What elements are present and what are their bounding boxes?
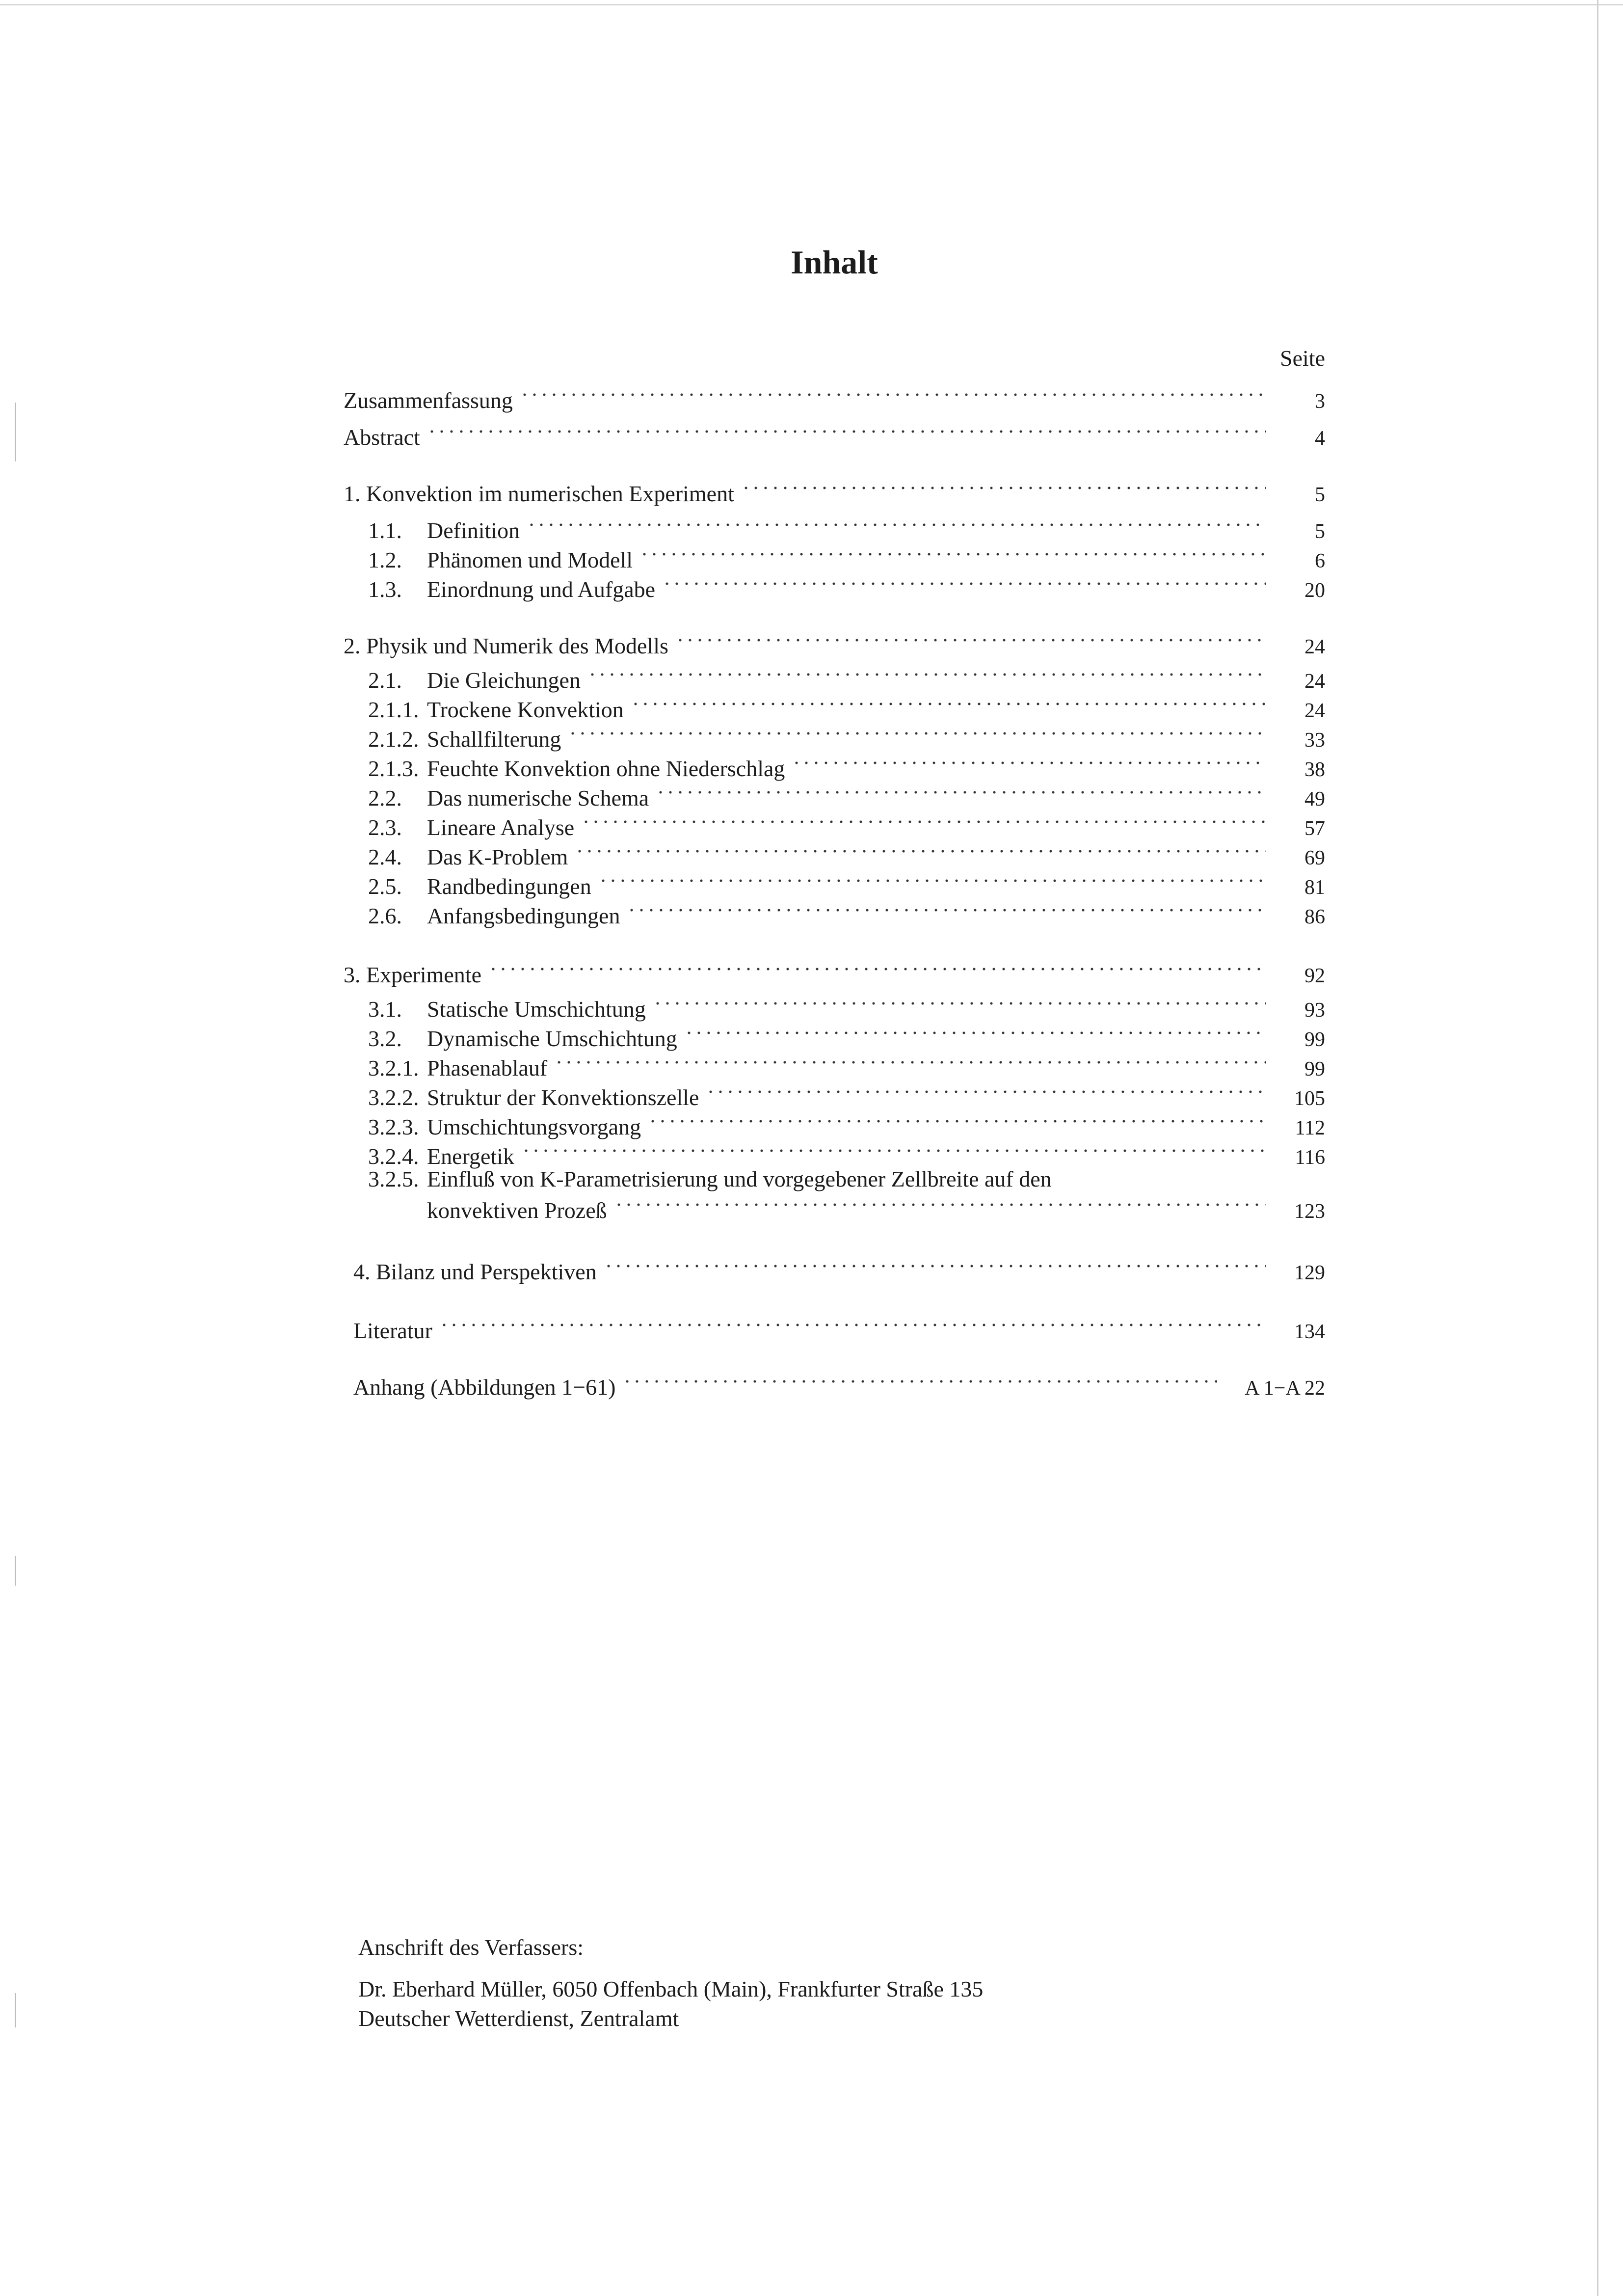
toc-entry-number: 2.4. — [368, 844, 402, 869]
toc-entry-page: 20 — [1304, 579, 1325, 602]
toc-entry-3-2-5-line2[interactable] — [368, 1195, 1325, 1225]
leader-dots — [639, 545, 1266, 567]
toc-entry-page: 57 — [1304, 817, 1325, 840]
toc-entry-page: 24 — [1304, 700, 1325, 722]
toc-entry-2-4[interactable] — [368, 842, 1325, 871]
leader-dots — [631, 695, 1266, 717]
toc-entry-label: Schallfilterung — [427, 727, 561, 752]
scan-mark — [15, 403, 16, 461]
toc-entry-page: 123 — [1294, 1200, 1325, 1223]
leader-dots — [581, 812, 1266, 835]
leader-dots — [622, 1372, 1217, 1395]
toc-entry-number: 2.6. — [368, 903, 402, 928]
toc-entry-zusammenfassung[interactable] — [344, 385, 1325, 415]
leader-dots — [648, 1112, 1266, 1134]
toc-entry-page: 5 — [1315, 520, 1325, 543]
toc-entry-chapter-2[interactable] — [344, 631, 1325, 660]
toc-entry-number: 3.2. — [368, 1026, 402, 1051]
leader-dots — [627, 901, 1266, 923]
toc-entry-1-1[interactable] — [368, 515, 1325, 545]
leader-dots — [520, 385, 1266, 408]
toc-entry-number: 3.2.4. — [368, 1144, 419, 1169]
toc-entry-label: Struktur der Konvektionszelle — [427, 1085, 699, 1110]
toc-entry-number: 3.1. — [368, 997, 402, 1022]
toc-entry-page: 24 — [1304, 636, 1325, 658]
toc-entry-number: 1.2. — [368, 547, 402, 572]
leader-dots — [656, 783, 1266, 806]
toc-entry-3-2-2[interactable] — [368, 1082, 1325, 1112]
leader-dots — [792, 754, 1266, 776]
toc-entry-label: Randbedingungen — [427, 874, 591, 899]
address-line-2: Deutscher Wetterdienst, Zentralamt — [358, 2006, 679, 2031]
leader-dots — [598, 871, 1266, 894]
toc-entry-page: 99 — [1304, 1058, 1325, 1080]
toc-entry-page: 129 — [1294, 1262, 1325, 1284]
toc-entry-label: Einordnung und Aufgabe — [427, 577, 656, 602]
toc-entry-chapter-4[interactable] — [353, 1257, 1325, 1286]
toc-entry-page: 112 — [1295, 1117, 1325, 1139]
leader-dots — [614, 1195, 1266, 1218]
leader-dots — [575, 842, 1266, 864]
toc-entry-page: 99 — [1304, 1028, 1325, 1051]
leader-dots — [521, 1141, 1266, 1164]
toc-entry-3-2-5-line1[interactable] — [368, 1166, 1325, 1192]
leader-dots — [662, 574, 1266, 597]
toc-entry-label: Definition — [427, 518, 520, 543]
leader-dots — [587, 665, 1266, 688]
toc-entry-number: 1.1. — [368, 518, 402, 543]
toc-entry-label: 2. Physik und Numerik des Modells — [344, 633, 668, 658]
toc-entry-page: 86 — [1304, 906, 1325, 928]
toc-entry-label: Phänomen und Modell — [427, 547, 633, 572]
toc-entry-number: 3.2.5. — [368, 1166, 419, 1191]
leader-dots — [604, 1257, 1266, 1279]
leader-dots — [527, 515, 1266, 538]
toc-entry-abstract[interactable] — [344, 422, 1325, 452]
toc-entry-page: 49 — [1304, 788, 1325, 810]
toc-entry-3-2[interactable] — [368, 1024, 1325, 1053]
toc-entry-label: Das K-Problem — [427, 844, 568, 869]
toc-entry-1-2[interactable] — [368, 545, 1325, 574]
toc-entry-page: 134 — [1294, 1321, 1325, 1343]
leader-dots — [568, 724, 1266, 747]
toc-entry-page: 5 — [1315, 484, 1325, 506]
toc-entry-label: Trockene Konvektion — [427, 697, 624, 722]
leader-dots — [427, 422, 1266, 445]
toc-entry-page: 105 — [1294, 1087, 1325, 1110]
toc-entry-2-1-3[interactable] — [368, 754, 1325, 783]
toc-entry-number: 2.1. — [368, 668, 402, 693]
toc-entry-number: 2.1.3. — [368, 756, 419, 781]
toc-entry-page: 92 — [1304, 965, 1325, 987]
toc-entry-page: 24 — [1304, 670, 1325, 693]
toc-entry-label: Umschichtungsvorgang — [427, 1114, 641, 1139]
leader-dots — [675, 631, 1266, 653]
toc-entry-page: 4 — [1315, 427, 1325, 450]
toc-entry-2-6[interactable] — [368, 901, 1325, 930]
scan-edge-right — [1597, 0, 1598, 2296]
toc-entry-label: Anfangsbedingungen — [427, 903, 620, 928]
toc-entry-number: 3.2.3. — [368, 1114, 419, 1139]
toc-entry-page: A 1−A 22 — [1245, 1377, 1325, 1400]
toc-entry-page: 33 — [1304, 729, 1325, 752]
toc-entry-label: Die Gleichungen — [427, 668, 581, 693]
toc-entry-number: 1.3. — [368, 577, 402, 602]
toc-entry-label: konvektiven Prozeß — [427, 1198, 607, 1223]
toc-entry-label: Anhang (Abbildungen 1−61) — [353, 1375, 616, 1400]
toc-entry-page: 6 — [1315, 550, 1325, 572]
toc-entry-label: Zusammenfassung — [344, 388, 513, 413]
toc-entry-2-1-2[interactable] — [368, 724, 1325, 754]
toc-entry-1-3[interactable] — [368, 574, 1325, 604]
toc-entry-2-3[interactable] — [368, 812, 1325, 842]
page-title: Inhalt — [791, 243, 878, 281]
toc-entry-page: 116 — [1295, 1146, 1325, 1169]
toc-entry-chapter-3[interactable] — [344, 960, 1325, 989]
toc-entry-label: Energetik — [427, 1144, 514, 1169]
toc-entry-number: 3.2.2. — [368, 1085, 419, 1110]
toc-entry-anhang[interactable] — [353, 1372, 1325, 1402]
toc-entry-number: 2.1.1. — [368, 697, 419, 722]
leader-dots — [741, 479, 1266, 501]
seite-column-header: Seite — [1280, 346, 1325, 371]
toc-entry-2-1-1[interactable] — [368, 695, 1325, 724]
toc-entry-3-2-1[interactable] — [368, 1053, 1325, 1082]
toc-entry-page: 38 — [1304, 758, 1325, 781]
toc-entry-label: Abstract — [344, 425, 420, 450]
toc-entry-literatur[interactable] — [353, 1316, 1325, 1345]
toc-entry-label: 4. Bilanz und Perspektiven — [353, 1259, 597, 1284]
toc-entry-number: 2.2. — [368, 785, 402, 810]
toc-entry-chapter-1[interactable] — [344, 479, 1325, 508]
leader-dots — [706, 1082, 1266, 1105]
toc-entry-label: Dynamische Umschichtung — [427, 1026, 677, 1051]
address-heading: Anschrift des Verfassers: — [358, 1935, 584, 1960]
toc-entry-2-5[interactable] — [368, 871, 1325, 901]
toc-entry-label: Einfluß von K-Parametrisierung und vorgegebener Zellbreite auf den — [427, 1166, 1052, 1191]
toc-entry-label: Phasenablauf — [427, 1055, 548, 1080]
toc-entry-number: 2.3. — [368, 815, 402, 840]
toc-entry-label: 1. Konvektion im numerischen Experiment — [344, 481, 734, 506]
toc-entry-2-2[interactable] — [368, 783, 1325, 812]
toc-entry-page: 81 — [1304, 876, 1325, 899]
toc-entry-label: Lineare Analyse — [427, 815, 575, 840]
toc-entry-label: Das numerische Schema — [427, 785, 649, 810]
toc-entry-number: 2.1.2. — [368, 727, 419, 752]
toc-entry-2-1[interactable] — [368, 665, 1325, 695]
toc-entry-3-1[interactable] — [368, 994, 1325, 1024]
toc-entry-page: 69 — [1304, 847, 1325, 869]
toc-entry-label: Statische Umschichtung — [427, 997, 646, 1022]
toc-entry-label: Feuchte Konvektion ohne Niederschlag — [427, 756, 785, 781]
toc-entry-label: 3. Experimente — [344, 962, 482, 987]
scan-mark — [15, 1556, 16, 1586]
toc-entry-page: 93 — [1304, 999, 1325, 1022]
scan-edge-top — [0, 4, 1623, 5]
toc-entry-number: 2.5. — [368, 874, 402, 899]
leader-dots — [684, 1024, 1266, 1046]
toc-entry-label: Literatur — [353, 1318, 432, 1343]
leader-dots — [653, 994, 1266, 1017]
leader-dots — [488, 960, 1266, 982]
leader-dots — [554, 1053, 1266, 1076]
toc-entry-3-2-3[interactable] — [368, 1112, 1325, 1141]
address-line-1: Dr. Eberhard Müller, 6050 Offenbach (Main), Frankfurter Straße 135 — [358, 1976, 984, 2001]
leader-dots — [439, 1316, 1266, 1338]
toc-entry-page: 3 — [1315, 390, 1325, 413]
scan-mark — [15, 1993, 16, 2027]
toc-entry-number: 3.2.1. — [368, 1055, 419, 1080]
